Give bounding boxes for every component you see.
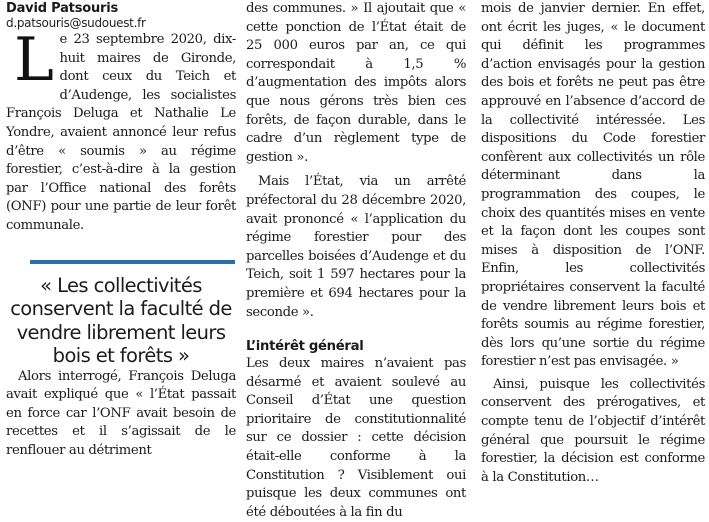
paragraph-2-continued: des communes. » Il ajoutait que « cette ponction de l’État était de 25 000 euros par an, ce qui correspondait à 1,5 % d’augmentation des impôts alors que nous gérons très bien ces forêts, de façon durable, dans le cadre d’un règlement type de gestion ». <box>246 1 466 165</box>
paragraph-5: Ainsi, puisque les collectivités conservent des prérogatives, et compte tenu de l’objectif d’intérêt général que poursuit le régime forestier, la décision est conforme à la Constitution… <box>481 376 705 485</box>
column-1 <box>6 0 236 509</box>
drop-cap: L <box>14 25 54 95</box>
paragraph-4: Les deux maires n’avaient pas désarmé et avaient soulevé au Conseil d’État une question prioritaire de constitutionnalité sur ce dossier : cette décision était-elle conforme à la Constitution ? Visiblement oui puisque les deux communes ont été déboutées à la fin du <box>246 356 466 520</box>
paragraph-2: Alors interrogé, François Deluga avait expliqué que « l’État passait en force car l’ONF avait besoin de recettes et il s’agissait de le renflouer au détriment <box>6 368 236 458</box>
author-name: David Patsouris <box>6 1 119 16</box>
pull-quote: « Les collectivités conservent la faculté de vendre librement leurs bois et forêts » <box>10 273 232 368</box>
lead-paragraph <box>6 25 236 236</box>
author-email: d.patsouris@sudouest.fr <box>6 16 146 30</box>
column-2 <box>246 0 466 520</box>
section-subhead: L’intérêt général <box>246 339 364 355</box>
column-3 <box>481 0 705 509</box>
paragraph-4-continued: mois de janvier dernier. En effet, ont écrit les juges, « le document qui définit les programmes d’action envisagés pour la gestion des bois et forêts ne peut pas être approuvé en l’absence d’accord de la collectivité intéressée. Les dispositions du Code forestier confèrent aux collectivités un rôle déterminant dans la programmation des coupes, le choix des quantités mises en vente et la façon dont les coupes sont mises à disposition de l’ONF. Enfin, les collectivités propriétaires conservent la faculté de vendre librement leurs bois et forêts soumis au régime forestier, dès lors qu’une sortie du régime forestier n’est pas envisagée. » <box>481 1 705 370</box>
pull-quote-rule <box>30 260 235 264</box>
paragraph-3: Mais l’État, via un arrêté préfectoral du 28 décembre 2020, avait prononcé « l’application du régime forestier pour des parcelles boisées d’Audenge et du Teich, soit 1 597 hectares pour la première et 694 hectares pour la seconde ». <box>246 174 466 320</box>
lead-text: e 23 septembre 2020, dix-huit maires de Gironde, dont ceux du Teich et d’Audenge, les socialistes François Deluga et Nathalie Le Yondre, avaient annoncé leur refus d’être « soumis » au régime forestier, c’est-à-dire à la gestion par l’Office national des forêts (ONF) pour une partie de leur forêt communale. <box>6 32 236 233</box>
